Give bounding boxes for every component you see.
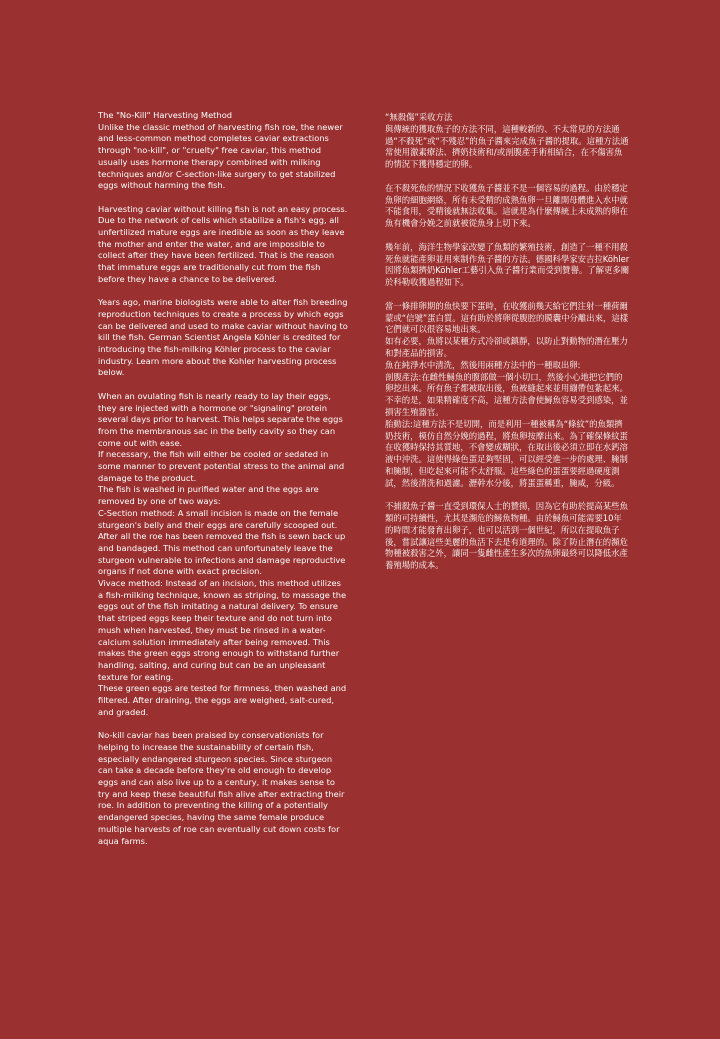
chinese-closing-paragraph: 不捕殺魚子醬一直受到環保人士的贊揚，因為它有助於提高某些魚類的可持續性，尤其是瀕危的鱘魚物種。由於鱘魚可能需要10年的時間才能發育出卵子，也可以活到一個世紀，所以在提取魚子後，嘗試讓這些美麗的魚活下去是有道理的。除了防止潛在的瀕危物種被殺害之外，讓同一隻雌性產生多次的魚卵最終可以降低水產養殖場的成本。 [385, 501, 628, 571]
english-step-hormone: When an ovulating fish is nearly ready to lay their eggs, they are injected with a hormone or "signaling" protein several days prior to harvest. This helps separate the eggs from the membranous sac in the belly cavity so they can come out with ease. [98, 390, 343, 448]
chinese-step-hormone: 當一條排卵期的魚快要下蛋時，在收獲前幾天給它們注射一種荷爾蒙或“信號”蛋白質。這有助於將卵從腹腔的膜囊中分離出來，這樣它們就可以很容易地出來。 [385, 300, 629, 335]
english-step-c-section: C-Section method: A small incision is made on the female sturgeon's belly and their eggs are carefully scooped out. After all the roe has been removed the fish is sewn back up and bandaged. This method can unfortunately leave the sturgeon vulnerable to infections and damage reproductive organs if not done with exact precision. [98, 507, 346, 577]
chinese-paragraph-2: 在不殺死魚的情況下收獲魚子醬並不是一個容易的過程。由於穩定魚卵的細胞網絡，所有未受精的成熟魚卵一旦離開母體進入水中就不能食用，受精後就無法收集。這就是為什麼傳統上未成熟的卵在魚有機會分娩之前就被從魚身上切下來。 [385, 182, 628, 229]
chinese-step-vivace: 胎動法:這種方法不是切開，而是利用一種被稱為“條紋”的魚類擠奶技術，模仿自然分娩的過程，將魚卵按摩出來。為了確保條紋蛋在收獲時保持其質地，不會變成糊狀，在取出後必須立即在水鈣溶液中沖洗。這使得綠色蛋足夠堅固，可以經受進一步的處理、腌制和腌制，但吃起來可能不太舒服。這些綠色的蛋蛋要經過硬度測試，然後清洗和過濾。瀝幹水分後，將蛋蛋稱重，腌咸，分級。 [385, 418, 628, 488]
english-title: The "No-Kill" Harvesting Method [98, 110, 233, 120]
english-column [98, 110, 348, 859]
chinese-column [385, 112, 630, 584]
english-step-grading: These green eggs are tested for firmness, then washed and filtered. After draining, the eggs are weighed, salt-cured, and graded. [98, 683, 347, 717]
english-closing-paragraph: No-kill caviar has been praised by conservationists for helping to increase the sustainability of certain fish, especially endangered sturgeon species. Since sturgeon can take a decade before they're old enough to develop eggs and can also live up to a century, it makes sense to try and keep these beautiful fish alive after extracting their roe. In addition to preventing the killing of a potentially endangered species, having the same female produce multiple harvests of roe can eventually cut down costs for aqua farms. [98, 730, 345, 846]
english-paragraph-2: Harvesting caviar without killing fish is not an easy process. Due to the network of cells which stabilize a fish's egg, all unfertilized mature eggs are inedible as soon as they leave the mother and enter the water, and are impossible to collect after they have been fertilized. That is the reason that immature eggs are traditionally cut from the fish before they have a chance to be delivered. [98, 203, 348, 284]
chinese-step-sedation: 如有必要，魚將以某種方式冷卻或鎮靜，以防止對動物的潛在壓力和對產品的損害。 [385, 336, 628, 358]
english-step-vivace: Vivace method: Instead of an incision, this method utilizes a fish-milking technique, known as striping, to massage the eggs out of the fish imitating a natural delivery. To ensure that striped eggs keep their texture and do not turn into mush when harvested, they must be rinsed in a water-calcium solution immediately after being removed. This makes the green eggs strong enough to withstand further handling, salting, and curing but can be an unpleasant texture for eating. [98, 578, 347, 682]
english-step-washing: The fish is washed in purified water and the eggs are removed by one of two ways: [98, 484, 319, 507]
chinese-process-steps [385, 301, 630, 490]
english-paragraph-1: Unlike the classic method of harvesting fish roe, the newer and less-common method completes caviar extractions through "no-kill", or "cruelty" free caviar, this method usually uses hormone therapy combined with milking techniques and/or C-section-like surgery to get stabilized eggs without harming the fish. [98, 121, 343, 191]
chinese-paragraph-1: 與傳統的獲取魚子的方法不同，這種較新的、不太常見的方法通過“不殺死”或“不殘忍”的魚子醬來完成魚子醬的提取。這種方法通常使用激素療法、擠奶技術和/或剖腹產手術相結合，在不傷害魚的情況下獲得穩定的卵。 [385, 123, 629, 170]
english-process-steps [98, 391, 348, 719]
chinese-title: “無殺傷”采收方法 [385, 112, 453, 122]
chinese-step-washing: 魚在純淨水中清洗，然後用兩種方法中的一種取出卵: [385, 359, 581, 370]
english-step-sedation: If necessary, the fish will either be cooled or sedated in some manner to prevent potential stress to the animal and damage to the product. [98, 449, 345, 483]
english-paragraph-3: Years ago, marine biologists were able to alter fish breeding reproduction techniques to create a process by which eggs can be delivered and used to make caviar without having to kill the fish. German Scientist Angela Köhler is credited for introducing the fish-milking Köhler process to the caviar industry. Learn more about the Kohler harvesting process below. [98, 297, 348, 378]
chinese-step-c-section: 剖腹產法:在雌性鱘魚的腹部做一個小切口，然後小心地把它們的卵挖出來。所有魚子都被取出後，魚被縫起來並用繃帶包紮起來。不幸的是，如果精確度不高，這種方法會使鱘魚容易受到感染，並損害生殖器官。 [385, 371, 628, 417]
chinese-paragraph-3: 幾年前，海洋生物學家改變了魚類的繁殖技術，創造了一種不用殺死魚就能產卵並用來制作魚子醬的方法。德國科學家安吉拉Köhler因將魚類擠奶Köhler工藝引入魚子醬行業而受到贊譽。了解更多關於科勒收獲過程如下。 [385, 241, 630, 288]
